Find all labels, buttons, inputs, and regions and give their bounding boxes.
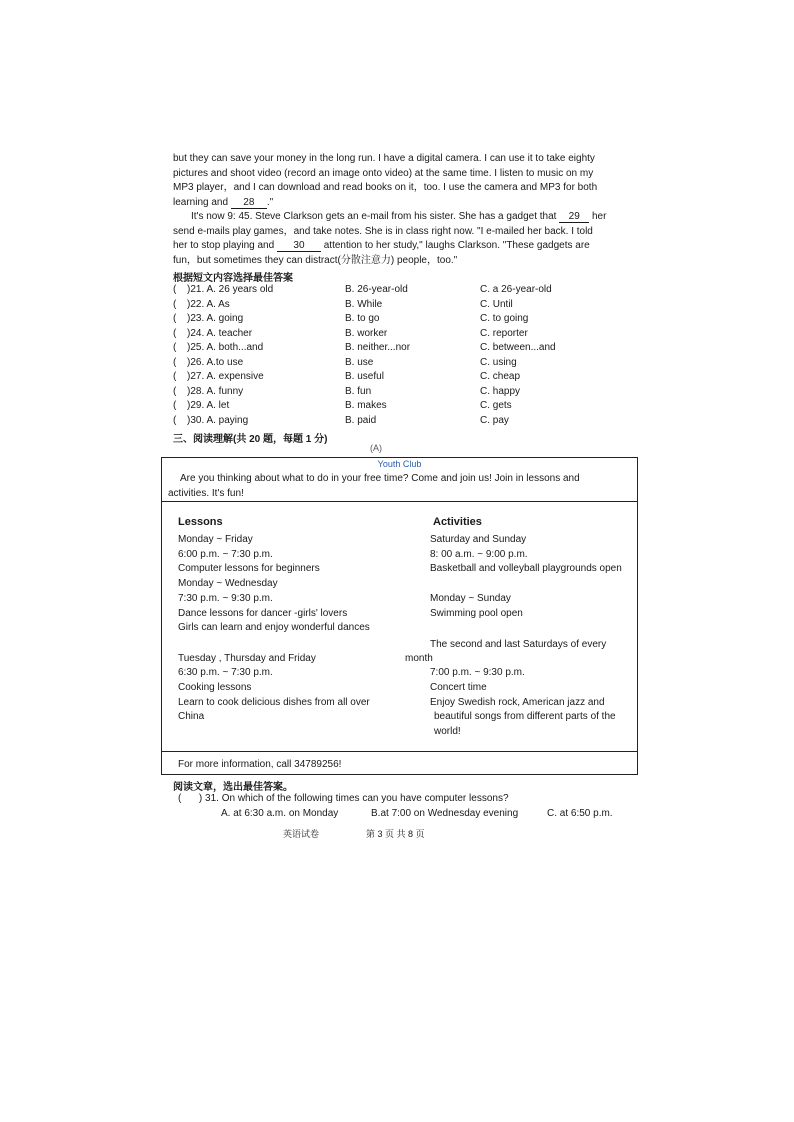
question-row bbox=[173, 415, 633, 429]
answer-paren: ( bbox=[173, 313, 177, 324]
option-a: )29. A. let bbox=[187, 400, 230, 411]
question-row bbox=[173, 328, 633, 342]
passage-line: pictures and shoot video (record an image onto video) at the same time. I listen to music on my bbox=[173, 167, 594, 179]
section-3-heading: 三、阅读理解(共 20 题，每题 1 分) bbox=[173, 434, 328, 445]
answer-paren: ( bbox=[173, 356, 177, 368]
passage-text: attention to her study," laughs Clarkson. "These gadgets are bbox=[323, 240, 590, 251]
reading-instruction: 阅读文章，选出最佳答案。 bbox=[173, 782, 293, 793]
blank-30: 30 bbox=[277, 240, 321, 252]
question-row bbox=[173, 386, 633, 400]
answer-paren: ( bbox=[173, 385, 177, 397]
lesson-line: Dance lessons for dancer -girls' lovers bbox=[178, 608, 348, 619]
activity-line: The second and last Saturdays of every bbox=[430, 639, 607, 650]
activity-line: Monday ~ Sunday bbox=[430, 593, 511, 604]
activity-line: Enjoy Swedish rock, American jazz and bbox=[430, 697, 605, 708]
lesson-line: Monday ~ Wednesday bbox=[178, 578, 278, 589]
option-a: )28. A. funny bbox=[187, 385, 244, 397]
divider bbox=[162, 751, 637, 752]
intro-line: activities. It's fun! bbox=[168, 487, 244, 499]
option-c: C. cheap bbox=[480, 371, 521, 382]
lessons-heading: Lessons bbox=[178, 516, 223, 528]
passage-line: fun，but sometimes they can distract(分散注意力) people，too." bbox=[173, 254, 458, 266]
option-c: C. happy bbox=[480, 385, 521, 397]
option-a: )23. A. going bbox=[187, 313, 244, 324]
option-a: )25. A. both...and bbox=[187, 342, 264, 353]
answer-paren: ( bbox=[173, 400, 177, 411]
option-b: B.at 7:00 on Wednesday evening bbox=[371, 808, 519, 819]
passage-line: MP3 player，and I can download and read books on it，too. I use the camera and MP3 for both bbox=[173, 182, 598, 193]
question-row bbox=[173, 371, 633, 385]
answer-paren: ( bbox=[173, 284, 177, 295]
footer-subject: 英语试卷 bbox=[283, 829, 320, 839]
option-c: C. between...and bbox=[480, 342, 556, 353]
question-row bbox=[173, 299, 633, 313]
lesson-line: Computer lessons for beginners bbox=[178, 563, 320, 574]
option-c: C. using bbox=[480, 356, 517, 368]
answer-paren: ( bbox=[173, 327, 177, 339]
lesson-line: 7:30 p.m. ~ 9:30 p.m. bbox=[178, 593, 273, 604]
activity-line: Swimming pool open bbox=[430, 608, 523, 619]
activity-line: Basketball and volleyball playgrounds open bbox=[430, 563, 622, 574]
option-b: B. worker bbox=[345, 327, 388, 339]
passage-text: ." bbox=[266, 196, 274, 208]
option-a: )22. A. As bbox=[187, 298, 230, 310]
answer-paren: ( bbox=[173, 371, 177, 382]
option-a: )24. A. teacher bbox=[187, 327, 253, 339]
answer-paren: ( bbox=[178, 793, 182, 804]
question-text: ) 31. On which of the following times can you have computer lessons? bbox=[198, 793, 509, 804]
passage-text: learning and bbox=[173, 196, 229, 208]
option-c: C. at 6:50 p.m. bbox=[547, 808, 613, 819]
activity-line: Concert time bbox=[430, 682, 487, 693]
blank-29: 29 bbox=[559, 211, 589, 223]
club-title: Youth Club bbox=[377, 459, 422, 469]
option-c: C. to going bbox=[480, 313, 529, 324]
activity-line: 7:00 p.m. ~ 9:30 p.m. bbox=[430, 667, 525, 678]
option-b: B. neither...nor bbox=[345, 342, 411, 353]
passage-line: send e-mails play games，and take notes. She is in class right now. "I e-mailed her back. I told bbox=[173, 225, 593, 237]
passage-line bbox=[173, 210, 623, 225]
option-c: C. a 26-year-old bbox=[480, 284, 552, 295]
divider bbox=[162, 501, 637, 502]
option-c: C. reporter bbox=[480, 327, 528, 339]
option-b: B. 26-year-old bbox=[345, 284, 408, 295]
answer-paren: ( bbox=[173, 298, 177, 310]
passage-text: It's now 9: 45. Steve Clarkson gets an e-mail from his sister. She has a gadget that bbox=[191, 211, 557, 222]
option-a: )30. A. paying bbox=[187, 414, 249, 426]
option-a: )26. A.to use bbox=[187, 356, 244, 368]
answer-paren: ( bbox=[173, 414, 177, 426]
intro-line: Are you thinking about what to do in your free time? Come and join us! Join in lessons and bbox=[180, 473, 580, 484]
question-row bbox=[173, 357, 633, 371]
section-a-label: (A) bbox=[370, 443, 382, 453]
question-31-stem bbox=[178, 793, 509, 804]
option-b: B. fun bbox=[345, 385, 372, 397]
question-row bbox=[173, 400, 633, 414]
lesson-line: China bbox=[178, 711, 205, 722]
passage-text: her to stop playing and bbox=[173, 240, 275, 251]
passage-line bbox=[173, 239, 623, 254]
passage-line: but they can save your money in the long run. I have a digital camera. I can use it to take eighty bbox=[173, 153, 595, 164]
club-footer: For more information, call 34789256! bbox=[178, 759, 342, 770]
option-a: )27. A. expensive bbox=[187, 371, 264, 382]
youth-club-notice bbox=[161, 457, 638, 775]
question-row bbox=[173, 342, 633, 356]
option-a: A. at 6:30 a.m. on Monday bbox=[221, 808, 339, 819]
blank-28: 28 bbox=[231, 197, 267, 209]
passage-paragraph-2 bbox=[173, 210, 623, 268]
cloze-heading: 根据短文内容选择最佳答案 bbox=[173, 273, 293, 284]
answer-paren: ( bbox=[173, 342, 177, 353]
option-b: B. to go bbox=[345, 313, 380, 324]
option-b: B. paid bbox=[345, 414, 377, 426]
option-b: B. makes bbox=[345, 400, 387, 411]
lesson-line: Learn to cook delicious dishes from all over bbox=[178, 697, 370, 708]
activities-heading: Activities bbox=[433, 516, 482, 528]
lesson-line: 6:30 p.m. ~ 7:30 p.m. bbox=[178, 667, 273, 678]
lesson-line: Cooking lessons bbox=[178, 682, 252, 693]
option-a: )21. A. 26 years old bbox=[187, 284, 274, 295]
activity-line: beautiful songs from different parts of the bbox=[434, 711, 616, 722]
lesson-line: Monday ~ Friday bbox=[178, 534, 253, 545]
passage-line bbox=[173, 196, 623, 211]
footer-page-number: 第 3 页 共 8 页 bbox=[366, 829, 425, 839]
option-c: C. gets bbox=[480, 400, 512, 411]
option-b: B. useful bbox=[345, 371, 384, 382]
lesson-line: 6:00 p.m. ~ 7:30 p.m. bbox=[178, 549, 273, 560]
question-row bbox=[173, 284, 633, 298]
activity-line: month bbox=[405, 653, 433, 664]
activity-line: Saturday and Sunday bbox=[430, 534, 527, 545]
lesson-line: Tuesday , Thursday and Friday bbox=[178, 653, 316, 664]
option-b: B. While bbox=[345, 298, 383, 310]
passage-text: her bbox=[592, 211, 607, 222]
option-c: C. pay bbox=[480, 414, 509, 426]
passage-paragraph-1 bbox=[173, 152, 623, 210]
option-b: B. use bbox=[345, 356, 374, 368]
lesson-line: Girls can learn and enjoy wonderful dances bbox=[178, 622, 370, 633]
option-c: C. Until bbox=[480, 298, 513, 310]
activity-line: 8: 00 a.m. ~ 9:00 p.m. bbox=[430, 549, 528, 560]
activity-line: world! bbox=[434, 726, 461, 737]
question-row bbox=[173, 313, 633, 327]
club-intro bbox=[168, 472, 628, 501]
